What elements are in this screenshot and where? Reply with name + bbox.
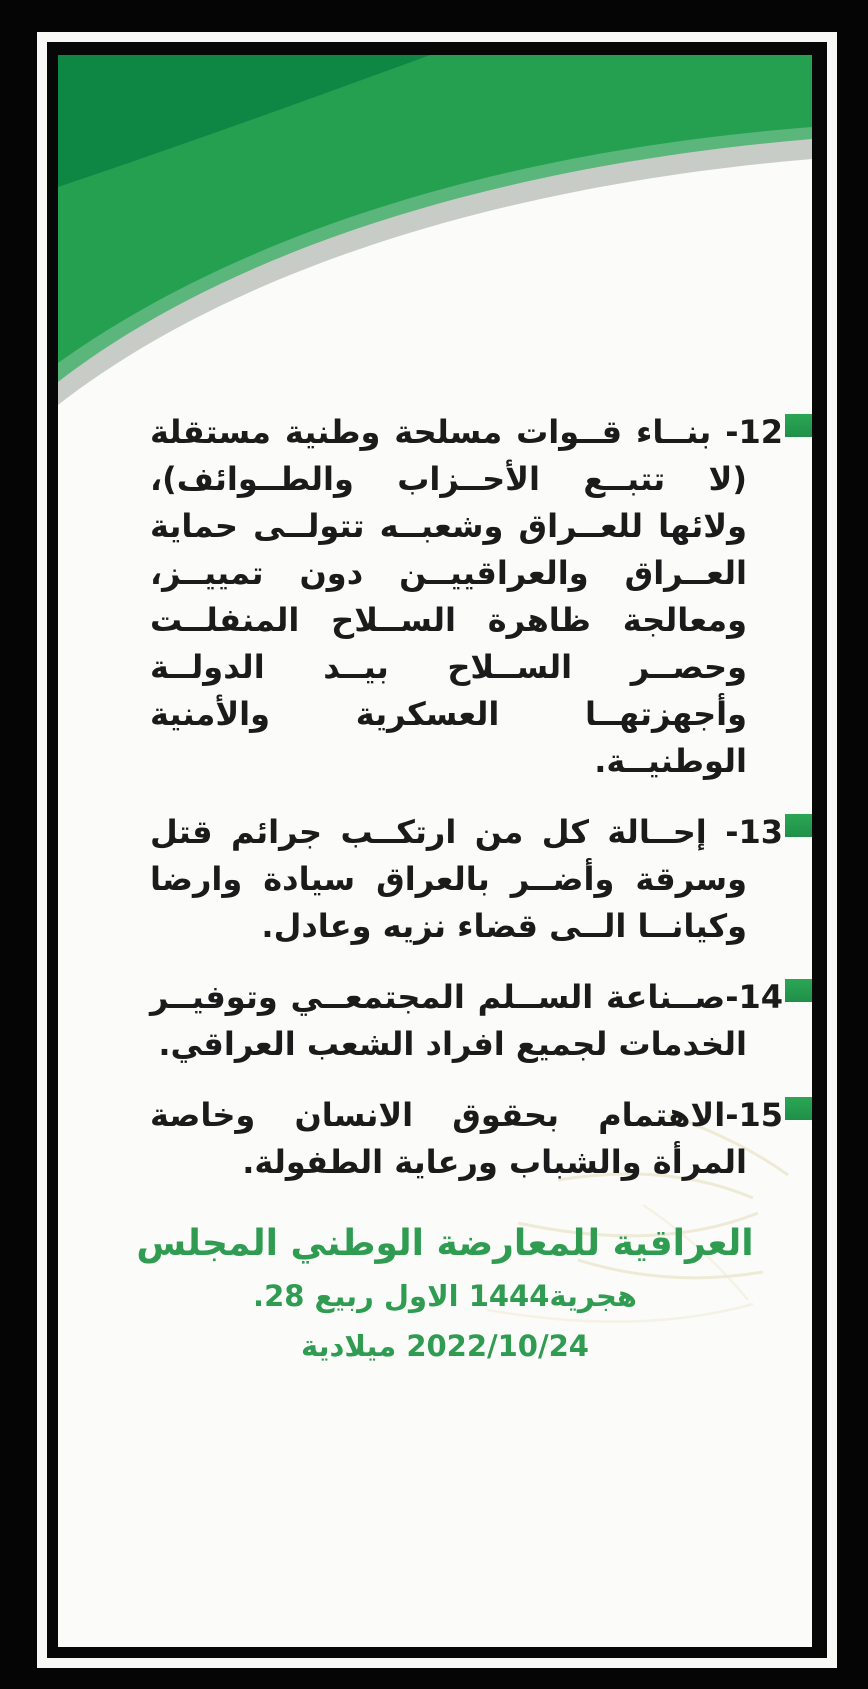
list-item-text: 15-الاهتمام بحقوق الانسان وخاصة المرأة والشباب ورعاية الطفولة. bbox=[150, 1096, 783, 1181]
list-item-13 bbox=[150, 809, 783, 950]
platform-list bbox=[150, 409, 783, 1210]
signature-block bbox=[68, 1217, 812, 1371]
hijri-date: .28 ربيع‎ الاول‎ 1444هجرية bbox=[253, 1279, 637, 1313]
list-item-text: 14-صــناعة الســلم المجتمعــي وتوفيــر الخدمات لجميع افراد الشعب العراقي. bbox=[150, 978, 783, 1063]
bullet-marker bbox=[785, 1097, 812, 1120]
bullet-marker bbox=[785, 414, 812, 437]
page bbox=[58, 55, 812, 1647]
list-item-text: 13- إحــالة كل من ارتكــب جرائم قتل وسرقة وأضــر بالعراق سيادة وارضا وكيانــا الــى قضاء نزيه وعادل. bbox=[150, 813, 783, 945]
list-item-14 bbox=[150, 974, 783, 1068]
gregorian-date: 2022/10/24 ميلادية bbox=[301, 1329, 589, 1363]
organization-name: المجلس‎ الوطني‎ للمعارضة‎ العراقية bbox=[136, 1223, 754, 1264]
list-item-12 bbox=[150, 409, 783, 785]
list-item-15 bbox=[150, 1092, 783, 1186]
list-item-text: 12- بنــاء قــوات مسلحة وطنية مستقلة (لا تتبــع الأحــزاب والطــوائف)، ولائها للعــراق وشعبــه تتولــى حماية العــراق والعراقييــن دون تمييــز، ومعالجة ظاهرة الســلاح المنفلــت وحصــر الســلاح بيــد الدولــة وأجهزتهــا العسكرية والأمنية الوطنيــة. bbox=[150, 413, 783, 780]
bullet-marker bbox=[785, 979, 812, 1002]
header-swoosh-graphic bbox=[58, 55, 812, 435]
bullet-marker bbox=[785, 814, 812, 837]
